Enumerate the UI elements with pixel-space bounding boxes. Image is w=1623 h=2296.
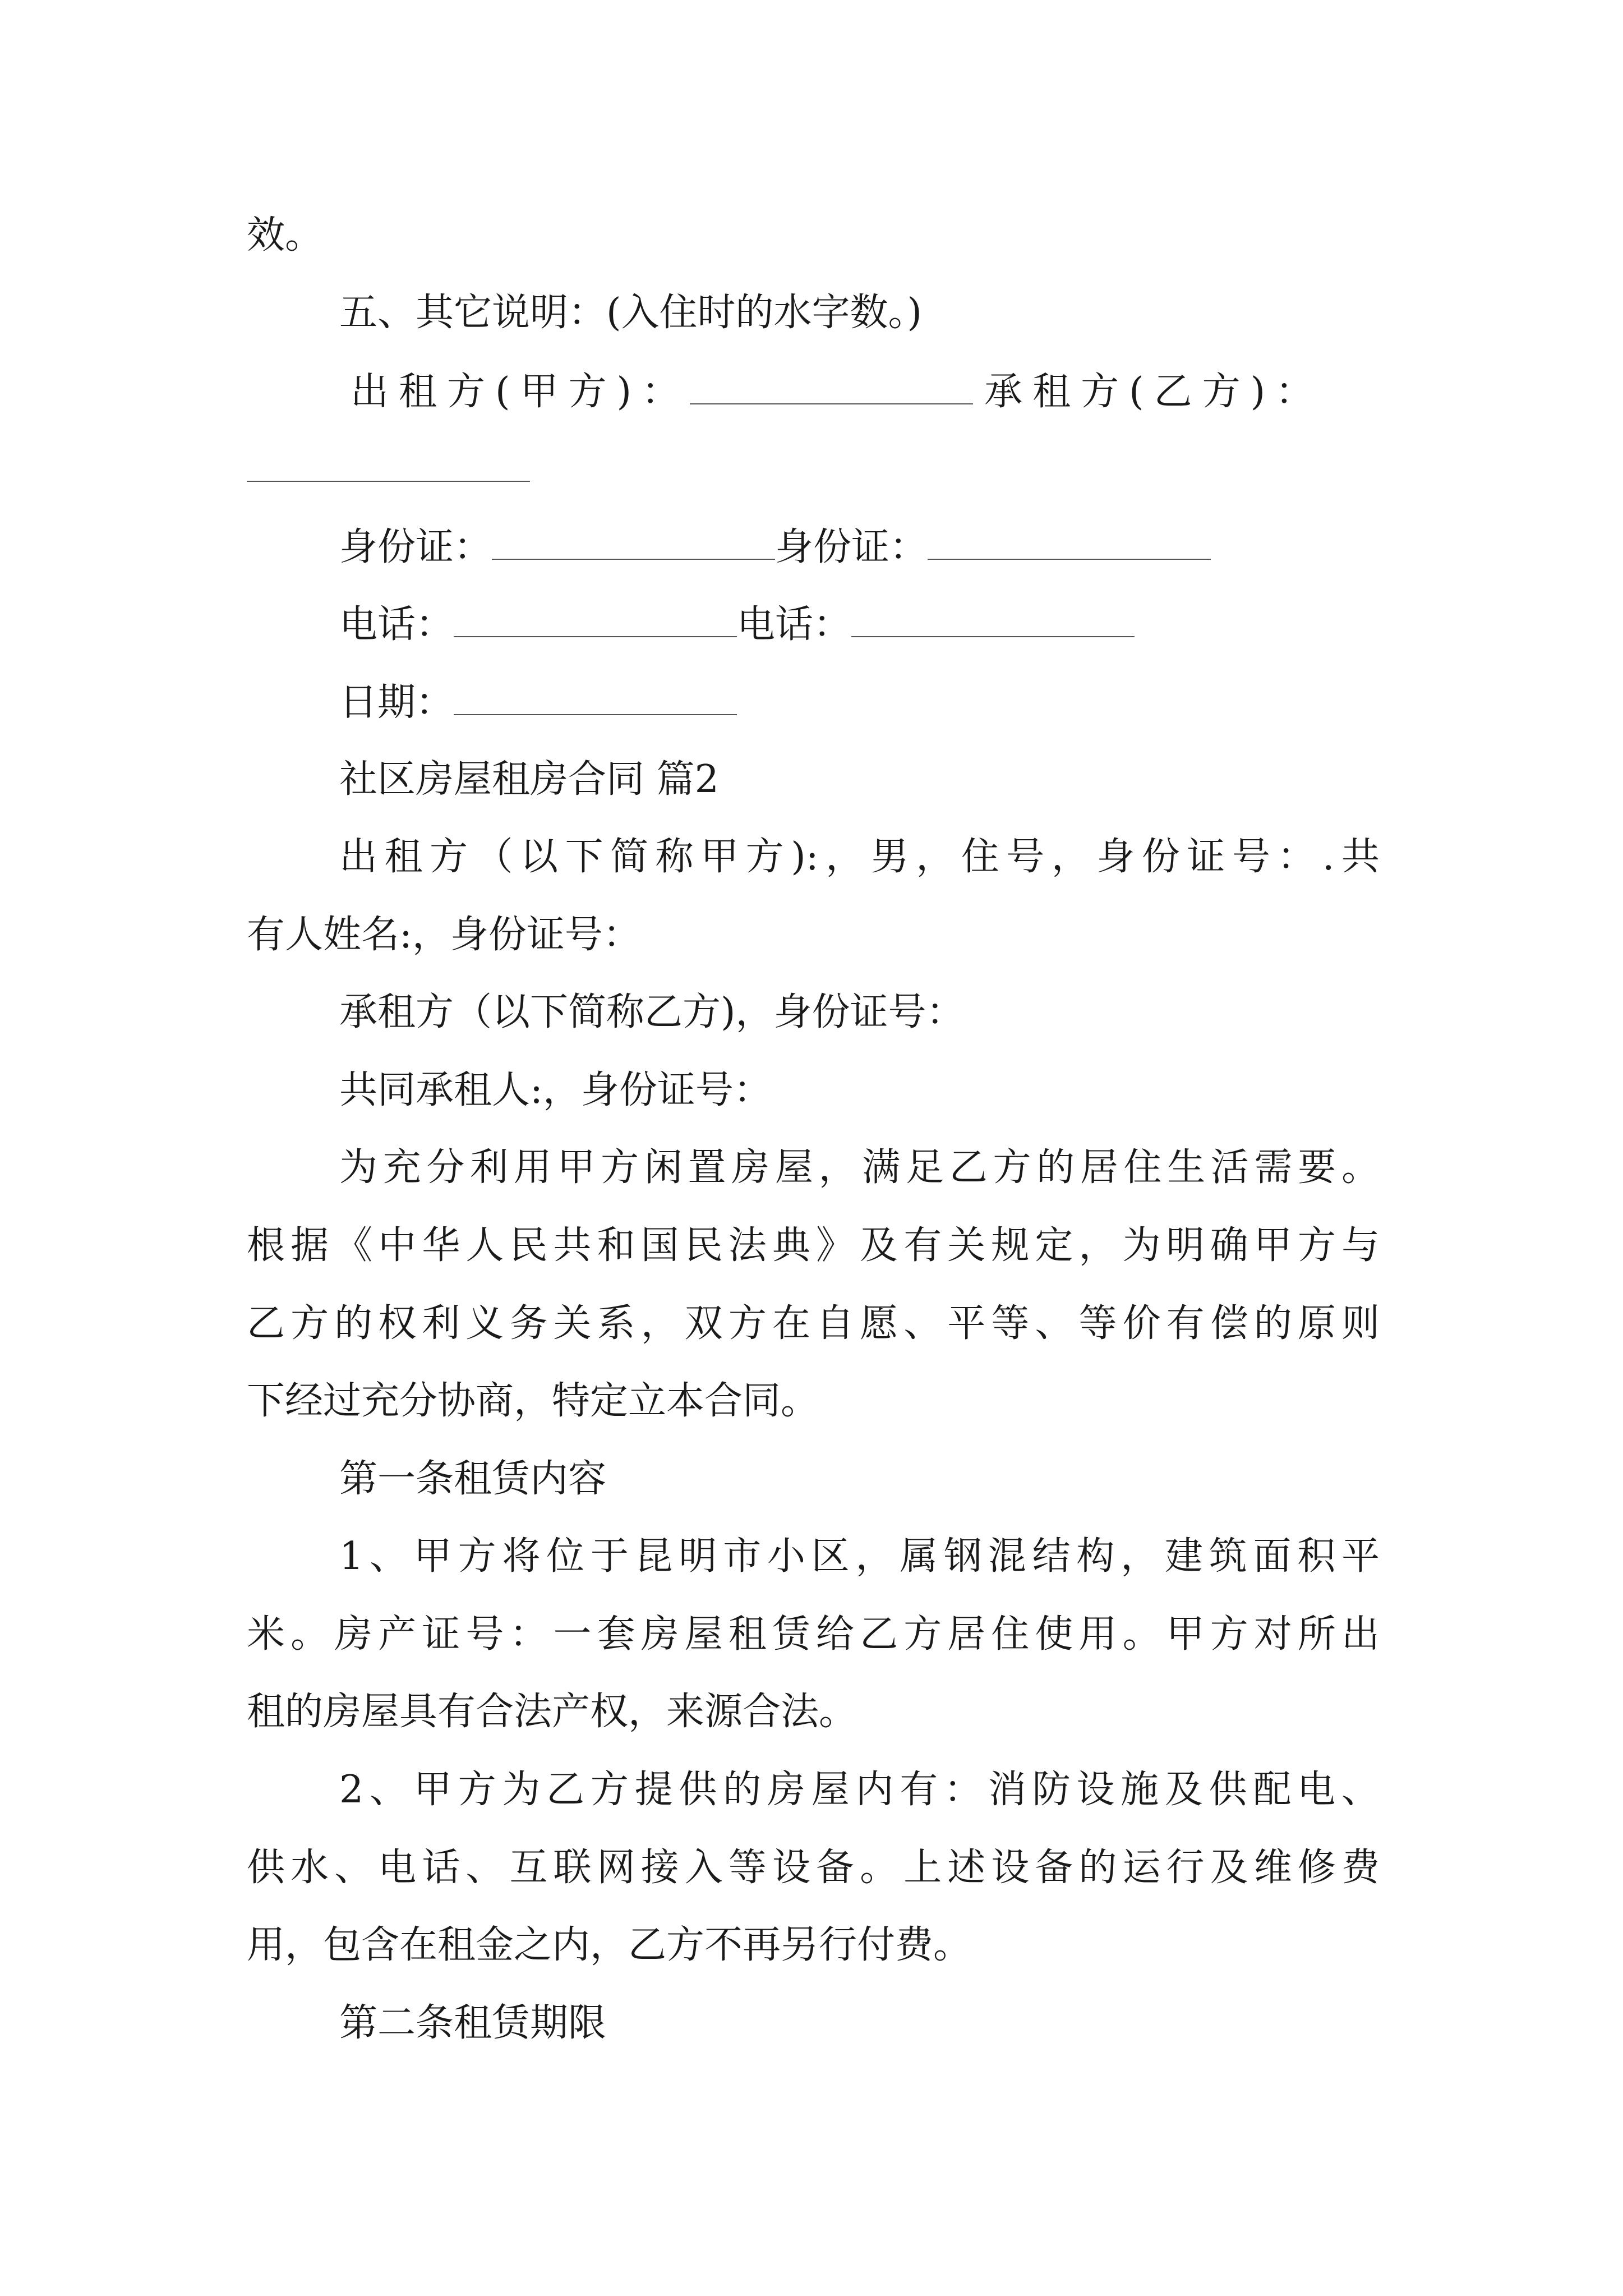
text-line: 下经过充分协商，特定立本合同。	[247, 1379, 819, 1423]
text-line: 效。	[247, 213, 324, 257]
text-line: 米。房产证号：一套房屋租赁给乙方居住使用。甲方对所出	[247, 1612, 1380, 1657]
text-line: 为充分利用甲方闲置房屋，满足乙方的居住生活需要。	[339, 1145, 1380, 1190]
article-heading: 第一条租赁内容	[339, 1457, 607, 1501]
lessee-label: 承租方(乙方)：	[984, 370, 1324, 414]
phone-label-b: 电话：	[737, 602, 852, 647]
id-blank-a	[492, 524, 775, 560]
text-line: 共同承租人:，身份证号：	[339, 1068, 772, 1112]
text-line: 有人姓名:，身份证号：	[247, 913, 641, 957]
text-line: 租的房屋具有合法产权，来源合法。	[247, 1690, 857, 1734]
section-heading: 社区房屋租房合同 篇2	[339, 757, 719, 802]
id-label-b: 身份证：	[775, 525, 928, 569]
date-line	[339, 679, 737, 724]
text-line: 2、甲方为乙方提供的房屋内有：消防设施及供配电、	[339, 1768, 1380, 1812]
phone-line	[339, 601, 1135, 646]
text-line: 供水、电话、互联网接入等设备。上述设备的运行及维修费	[247, 1846, 1380, 1890]
id-card-line	[339, 524, 1211, 569]
text-line: 承租方（以下简称乙方)，身份证号：	[339, 990, 965, 1034]
text-line: 1、甲方将位于昆明市小区，属钢混结构，建筑面积平	[339, 1534, 1380, 1579]
text-line: 出租方（以下简称甲方):，男，住号，身份证号：.共	[339, 835, 1380, 879]
date-blank	[454, 679, 737, 715]
text-line: 用，包含在租金之内，乙方不再另行付费。	[247, 1923, 972, 1967]
text-line: 根据《中华人民共和国民法典》及有关规定，为明确甲方与	[247, 1223, 1380, 1268]
lessee-blank	[247, 446, 530, 482]
text-line: 五、其它说明：(入住时的水字数。)	[339, 291, 923, 335]
text-line: 乙方的权利义务关系，双方在自愿、平等、等价有偿的原则	[247, 1301, 1380, 1346]
id-label-a: 身份证：	[339, 525, 492, 569]
phone-label-a: 电话：	[339, 602, 454, 647]
phone-blank-b	[851, 601, 1135, 637]
date-label: 日期：	[339, 680, 454, 725]
article-heading: 第二条租赁期限	[339, 2001, 607, 2045]
signature-line-parties	[351, 369, 1324, 413]
id-blank-b	[928, 524, 1211, 560]
lessee-blank-line	[247, 446, 530, 491]
lessor-label: 出租方(甲方)：	[351, 370, 690, 414]
phone-blank-a	[454, 601, 737, 637]
lessor-blank	[690, 369, 973, 404]
